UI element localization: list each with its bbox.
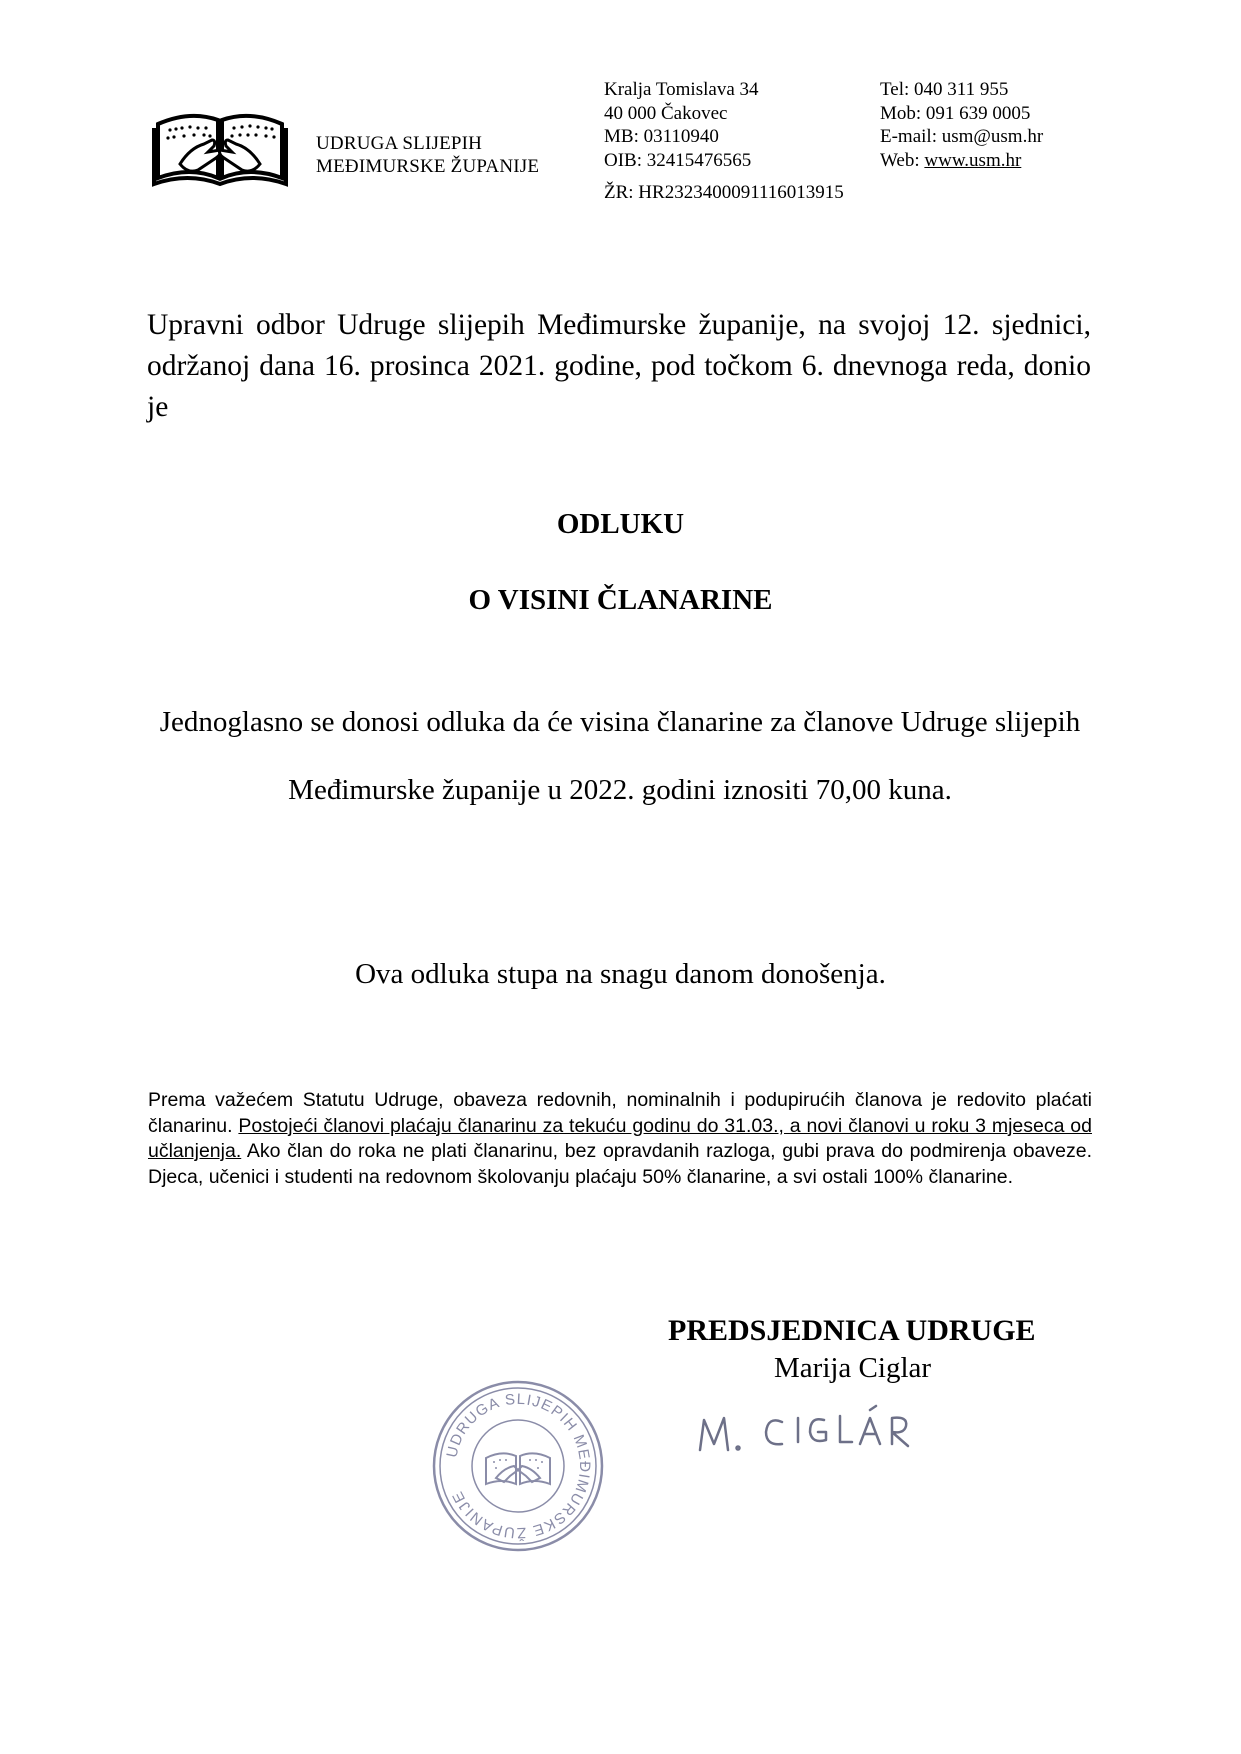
- document-subtitle: O VISINI ČLANARINE: [468, 584, 773, 616]
- signer-name: Marija Ciglar: [774, 1352, 932, 1384]
- mb-number: MB: 03110940: [604, 126, 719, 147]
- website-row: [880, 149, 1043, 173]
- email-address: E-mail: usm@usm.hr: [880, 126, 1044, 147]
- decision-text: Jednoglasno se donosi odluka da će visina članarine za članove Udruge slijepih Međimurske županije u 2022. godini iznositi 70,00 kuna.: [159, 706, 1081, 806]
- org-name-line1: UDRUGA SLIJEPIH: [316, 133, 483, 154]
- signer-title: PREDSJEDNICA UDRUGE: [668, 1314, 1036, 1347]
- stamp-text: UDRUGA SLIJEPIH MEĐIMURSKE ŽUPANIJE: [443, 1390, 594, 1542]
- effect-statement: Ova odluka stupa na snagu danom donošenja.: [355, 958, 886, 990]
- address-street: Kralja Tomislava 34: [604, 79, 759, 100]
- document-title: ODLUKU: [556, 508, 685, 540]
- statute-notice: [148, 1088, 1092, 1190]
- org-name-line2: MEĐIMURSKE ŽUPANIJE: [316, 156, 540, 177]
- notice-underlined: Postojeći članovi plaćaju članarinu za tekuću godinu do 31.03., a novi članovi u roku 3 mjeseca od učlanjenja.: [148, 1114, 1092, 1162]
- notice-part1: Prema važećem Statutu Udruge, obaveza redovnih, nominalnih i podupirućih članova je redovito plaćati članarinu.: [148, 1089, 1092, 1137]
- website-link[interactable]: www.usm.hr: [924, 149, 1022, 171]
- intro-paragraph: Upravni odbor Udruge slijepih Međimurske županije, na svojoj 12. sjednici, održanoj dana 16. prosinca 2021. godine, pod točkom 6. dnevnoga reda, donio je: [147, 309, 1091, 423]
- iban-number: ŽR: HR2323400091116013915: [604, 182, 844, 203]
- organization-name: [316, 132, 539, 178]
- oib-number: OIB: 32415476565: [604, 149, 752, 171]
- website-label: Web:: [880, 149, 925, 171]
- phone-number: Tel: 040 311 955: [880, 79, 1009, 100]
- address-city: 40 000 Čakovec: [604, 102, 728, 124]
- svg-text:UDRUGA SLIJEPIH MEĐIMURSKE ŽUP: [444, 1391, 594, 1541]
- stamp-seal-icon: [430, 1378, 606, 1554]
- mobile-number: Mob: 091 639 0005: [880, 102, 1031, 124]
- contact-block: [880, 78, 1043, 172]
- open-book-hands-logo-icon: [150, 104, 290, 194]
- handwritten-signature: [694, 1404, 924, 1464]
- address-block: [604, 78, 759, 172]
- notice-part2: Ako član do roka ne plati članarinu, bez opravdanih razloga, gubi prava do podmirenja obaveze. Djeca, učenici i studenti na redovnom školovanju plaćaju 50% članarine, a svi ostali 100% članarine.: [148, 1140, 1092, 1188]
